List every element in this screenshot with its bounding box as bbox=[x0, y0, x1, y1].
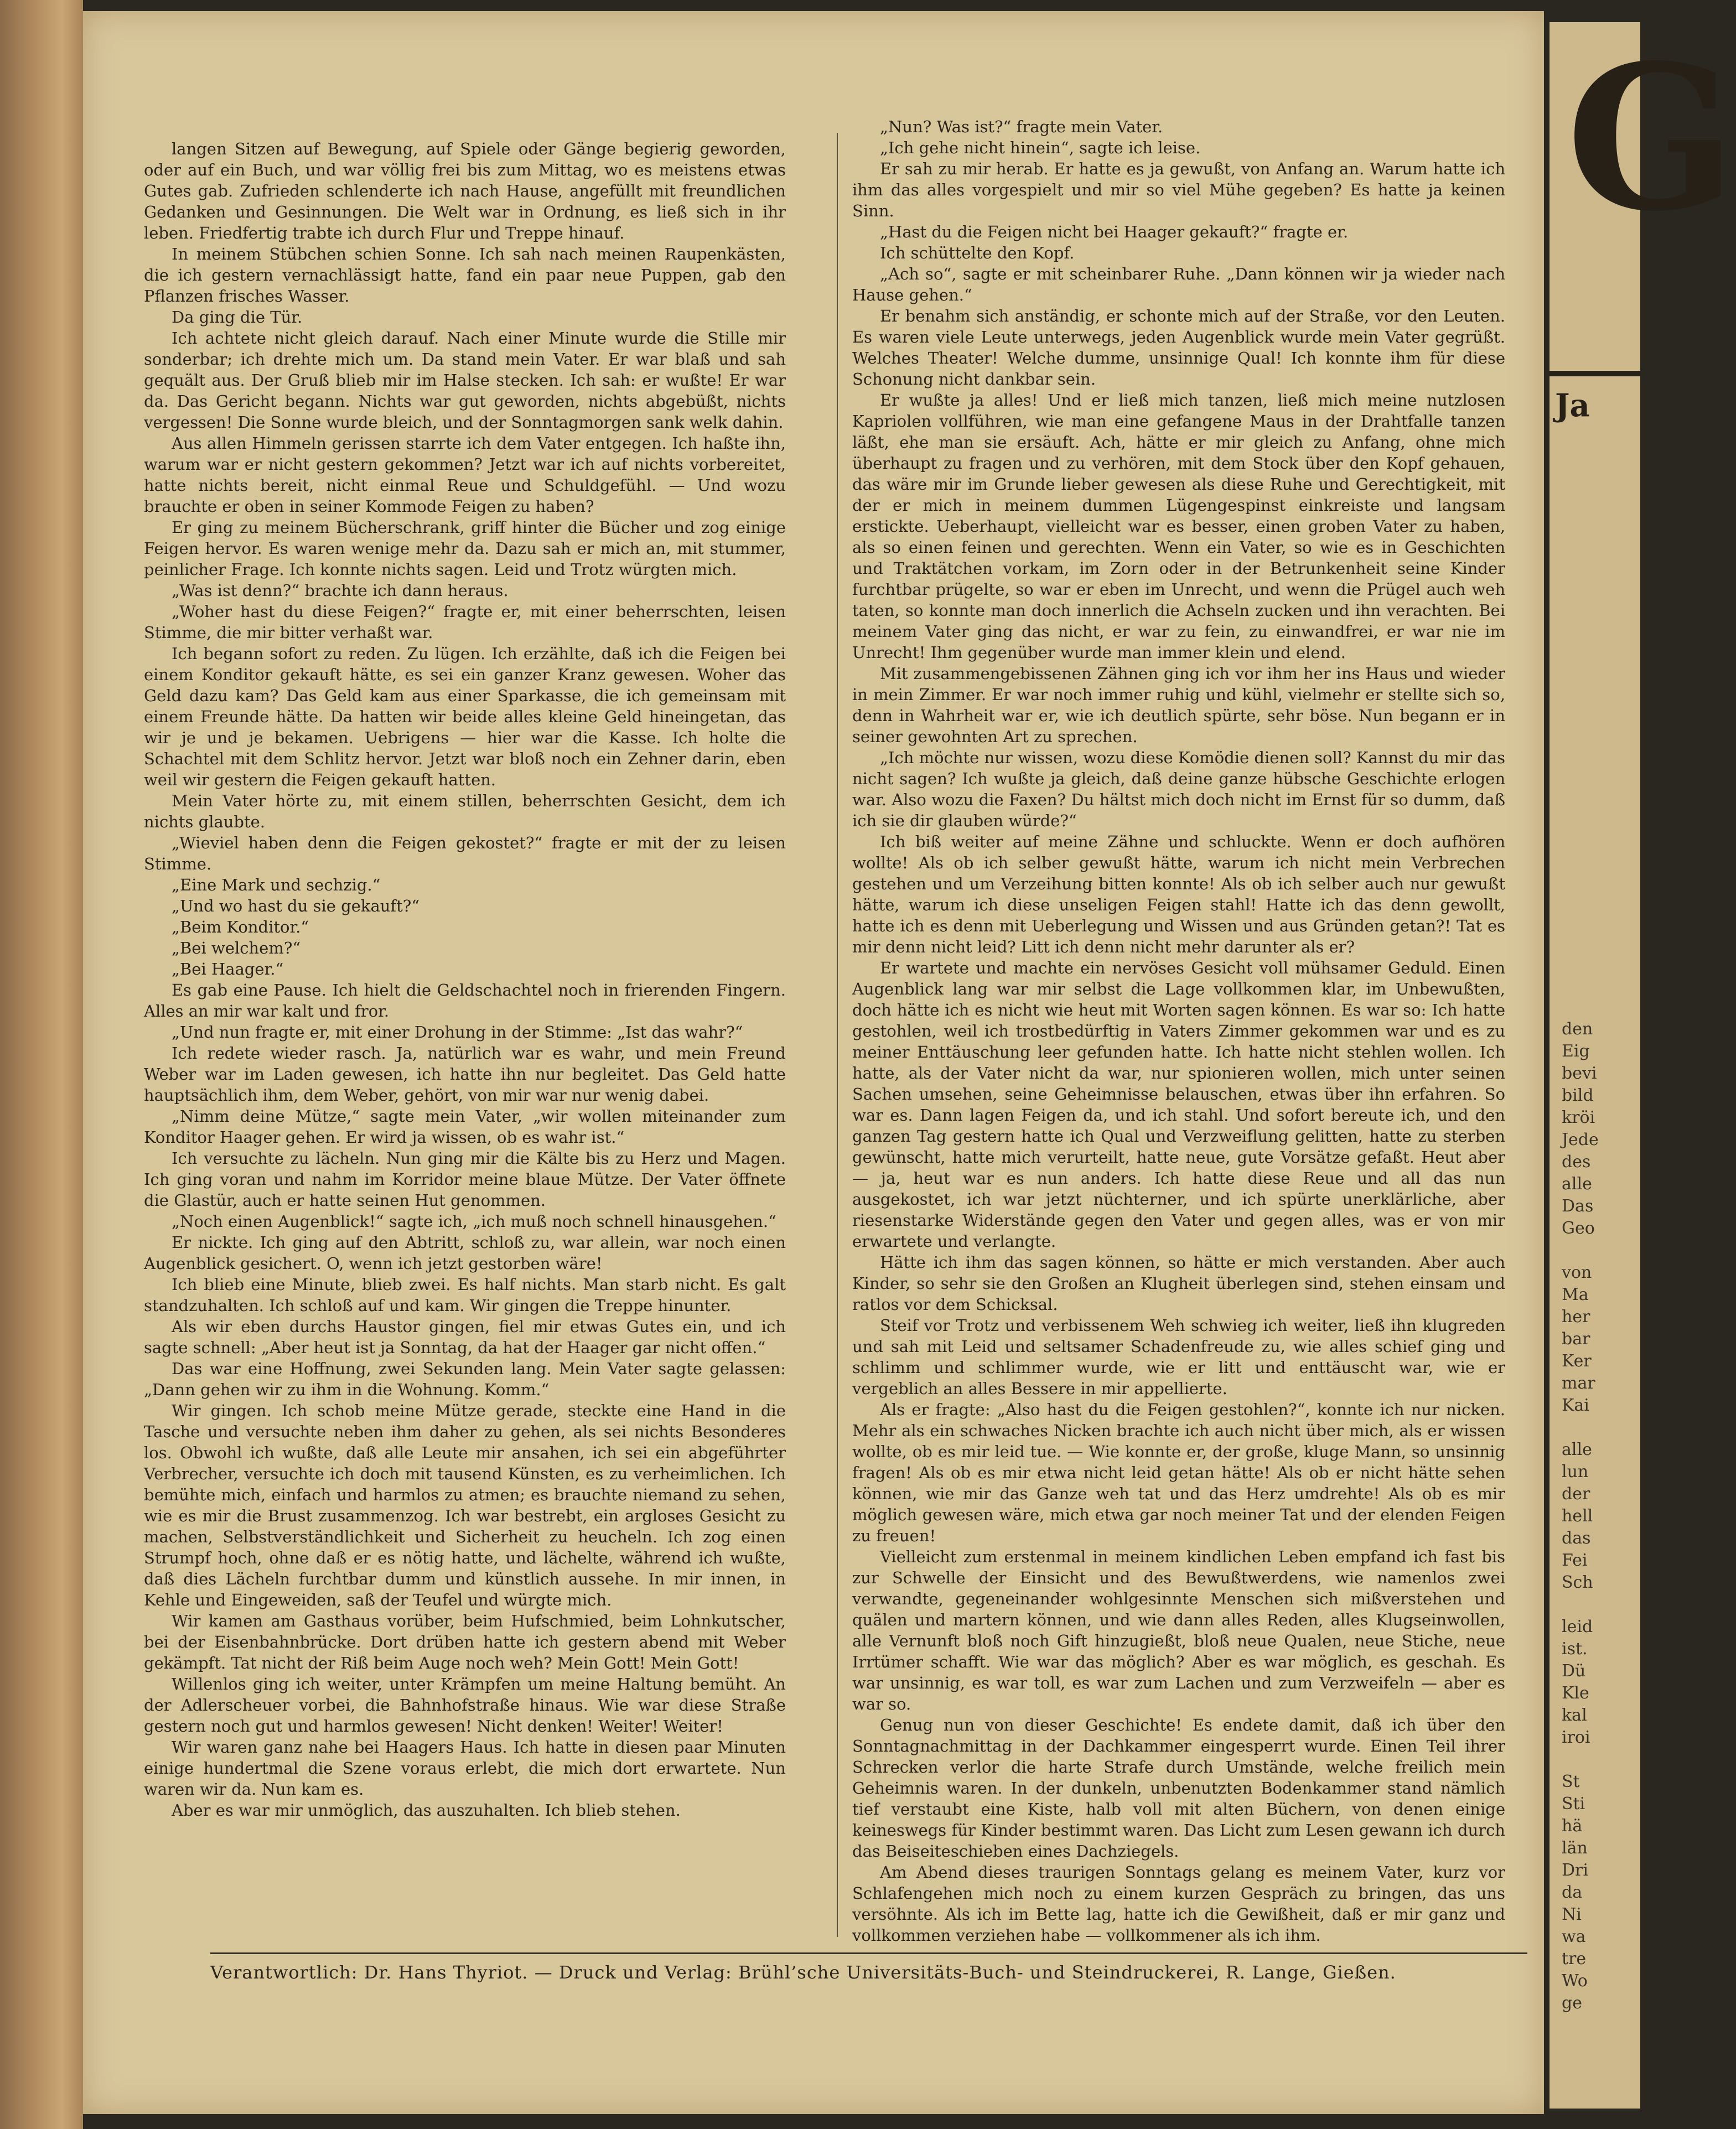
paragraph: „Nimm deine Mütze,“ sagte mein Vater, „wir wollen miteinander zum Konditor Haager gehen. Er wird ja wissen, ob es wahr ist.“ bbox=[144, 1107, 786, 1147]
paragraph: „Bei Haager.“ bbox=[172, 960, 284, 978]
paragraph: „Ich möchte nur wissen, wozu diese Komödie dienen soll? Kannst du mir das nicht sagen? Ich wußte ja gleich, daß deine ganze hübsche Geschichte erlogen war. Also wozu die Faxen? Du hältst mich doch nicht im Ernst für so dumm, daß ich sie dir glauben würde?“ bbox=[852, 748, 1505, 830]
paragraph: „Ach so“, sagte er mit scheinbarer Ruhe. „Dann können wir ja wieder nach Hause gehen.“ bbox=[852, 265, 1505, 304]
paragraph: Willenlos ging ich weiter, unter Krämpfen um meine Haltung bemüht. An der Adlerscheuer vorbei, die Bahnhofstraße hinaus. Wie war diese Straße gestern noch gut und harmlos gewesen! Nicht denken! Weiter! Weiter! bbox=[144, 1675, 786, 1736]
heading-fragment: Ja bbox=[1555, 387, 1590, 424]
paragraph: Als er fragte: „Also hast du die Feigen gestohlen?“, konnte ich nur nicken. Mehr als ein schwaches Nicken brachte ich auch nicht über mich, als er wissen wollte, ob es mir leid tue. — Wie konnte er, der große, kluge Mann, so unsinnig fragen! Als ob es mir etwa nicht leid getan hätte! Als ob er nicht hätte sehen können, wie mir das Ganze weh tat und das Herz umdrehte! Als ob es mir möglich gewesen wäre, mich etwa gar noch meiner Tat und der elenden Feigen zu freuen! bbox=[852, 1400, 1505, 1545]
paragraph: Aber es war mir unmöglich, das auszuhalten. Ich blieb stehen. bbox=[172, 1801, 681, 1820]
paragraph: Das war eine Hoffnung, zwei Sekunden lang. Mein Vater sagte gelassen: „Dann gehen wir zu ihm in die Wohnung. Komm.“ bbox=[144, 1359, 786, 1399]
paragraph: Er ging zu meinem Bücherschrank, griff hinter die Bücher und zog einige Feigen hervor. Es waren wenige mehr da. Dazu sah er mich an, mit stummer, peinlicher Frage. Ich konnte nichts sagen. Leid und Trotz würgten mich. bbox=[144, 518, 786, 579]
paragraph: „Hast du die Feigen nicht bei Haager gekauft?“ fragte er. bbox=[880, 222, 1349, 241]
paragraph: Wir gingen. Ich schob meine Mütze gerade, steckte eine Hand in die Tasche und versuchte neben ihm daher zu gehen, als sei nichts Besonderes los. Obwohl ich wußte, daß alle Leute mir ansahen, ich sei ein abgeführter Verbrecher, versuchte ich doch mit tausend Künsten, es zu verheimlichen. Ich bemühte mich, einfach und harmlos zu atmen; es brauchte niemand zu sehen, wie es mir die Brust zusammenzog. Ich war bestrebt, ein argloses Gesicht zu machen, Selbstverständlichkeit und Sicherheit zu heucheln. Ich zog einen Strumpf hoch, ohne daß er es nötig hatte, und lächelte, während ich wußte, daß dies Lächeln furchtbar dumm und künstlich aussehe. In mir innen, in Kehle und Eingeweiden, saß der Teufel und würgte mich. bbox=[144, 1401, 786, 1609]
paragraph: langen Sitzen auf Bewegung, auf Spiele oder Gänge begierig geworden, oder auf ein Buch, und war völlig frei bis zum Mittag, wo es meistens etwas Gutes gab. Zufrieden schlenderte ich nach Hause, angefüllt mit freundlichen Gedanken und Gesinnungen. Die Welt war in Ordnung, es ließ sich in ihr leben. Friedfertig trabte ich durch Flur und Treppe hinauf. bbox=[144, 139, 786, 242]
paragraph: Wir kamen am Gasthaus vorüber, beim Hufschmied, beim Lohnkutscher, bei der Eisenbahnbrücke. Dort drüben hatte ich gestern abend mit Weber gekämpft. Tat nicht der Riß beim Auge noch weh? Mein Gott! Mein Gott! bbox=[144, 1612, 786, 1672]
right-column bbox=[852, 116, 1505, 1945]
adjacent-text-fragments: den Eig bevi bild kröi Jede des alle Das Geo von Ma her bar Ker mar Kai alle lun der hell das Fei Sch leid ist. Dü Kle kal iroi St Sti hä län Dri da Ni wa tre Wo ge bbox=[1562, 1019, 1599, 2013]
paragraph: „Was ist denn?“ brachte ich dann heraus. bbox=[172, 581, 509, 600]
paragraph: Ich biß weiter auf meine Zähne und schluckte. Wenn er doch aufhören wollte! Als ob ich selber gewußt hätte, warum ich nicht mein Verbrechen gestehen und um Verzeihung bitten konnte! Als ob ich selber auch nur gewußt hätte, warum ich diese unseligen Feigen stahl! Hatte ich das denn gewollt, hatte ich es denn mit Ueberlegung und Wissen und aus Gründen getan?! Tat es mir denn nicht leid? Litt ich denn nicht mehr darunter als er? bbox=[852, 832, 1505, 956]
paragraph: Es gab eine Pause. Ich hielt die Geldschachtel noch in frierenden Fingern. Alles an mir war kalt und fror. bbox=[144, 981, 786, 1021]
paragraph: Vielleicht zum erstenmal in meinem kindlichen Leben empfand ich fast bis zur Schwelle der Einsicht und des Bewußtwerdens, wie namenlos zwei verwandte, gegeneinander wohlgesinnte Menschen sich mißverstehen und quälen und martern können, und wie dann alles Reden, alles Klugseinwollen, alle Vernunft bloß noch Gift hinzugießt, bloß neue Qualen, neue Stiche, neue Irrtümer schafft. Wie war das möglich? Aber es war möglich, es geschah. Es war unsinnig, es war toll, es war zum Lachen und zum Verzweifeln — aber es war so. bbox=[852, 1547, 1505, 1713]
paragraph: „Noch einen Augenblick!“ sagte ich, „ich muß noch schnell hinausgehen.“ bbox=[172, 1212, 776, 1231]
paragraph: „Wieviel haben denn die Feigen gekostet?“ fragte er mit der zu leisen Stimme. bbox=[144, 833, 786, 873]
paragraph: „Beim Konditor.“ bbox=[172, 918, 309, 936]
paragraph: Wir waren ganz nahe bei Haagers Haus. Ich hatte in diesen paar Minuten einige hundertmal die Szene voraus erlebt, die mich dort erwartete. Nun waren wir da. Nun kam es. bbox=[144, 1738, 786, 1799]
paragraph: Ich versuchte zu lächeln. Nun ging mir die Kälte bis zu Herz und Magen. Ich ging voran und nahm im Korridor meine blaue Mütze. Der Vater öffnete die Glastür, auch er hatte seinen Hut genommen. bbox=[144, 1149, 786, 1210]
paragraph: „Bei welchem?“ bbox=[172, 939, 301, 957]
footer-rule bbox=[210, 1952, 1527, 1954]
paragraph: „Woher hast du diese Feigen?“ fragte er, mit einer beherrschten, leisen Stimme, die mir bitter verhaßt war. bbox=[144, 602, 786, 642]
paragraph: „Eine Mark und sechzig.“ bbox=[172, 876, 381, 894]
paragraph: In meinem Stübchen schien Sonne. Ich sah nach meinen Raupenkästen, die ich gestern vernachlässigt hatte, fand ein paar neue Puppen, gab den Pflanzen frisches Wasser. bbox=[144, 245, 786, 305]
imprint-footer: Verantwortlich: Dr. Hans Thyriot. — Druck und Verlag: Brühl’sche Universitäts-Buch- und Steindruckerei, R. Lange, Gießen. bbox=[210, 1962, 1396, 1983]
paragraph: Als wir eben durchs Haustor gingen, fiel mir etwas Gutes ein, und ich sagte schnell: „Aber heut ist ja Sonntag, da hat der Haager gar nicht offen.“ bbox=[144, 1317, 786, 1357]
masthead-fragment: G bbox=[1566, 21, 1736, 255]
adjacent-page-edge bbox=[1550, 21, 1736, 2109]
paragraph: Ich redete wieder rasch. Ja, natürlich war es wahr, und mein Freund Weber war im Laden gewesen, ich hatte ihn nur begleitet. Das Geld hatte hauptsächlich ihm, dem Weber, gehört, von mir war nur wenig dabei. bbox=[144, 1044, 786, 1105]
paragraph: Ich schüttelte den Kopf. bbox=[880, 244, 1075, 262]
paragraph: Hätte ich ihm das sagen können, so hätte er mich verstanden. Aber auch Kinder, so sehr sie den Großen an Klugheit überlegen sind, stehen einsam und ratlos vor dem Schicksal. bbox=[852, 1253, 1505, 1314]
paragraph: Ich achtete nicht gleich darauf. Nach einer Minute wurde die Stille mir sonderbar; ich drehte mich um. Da stand mein Vater. Er war blaß und sah gequält aus. Der Gruß blieb mir im Halse stecken. Ich sah: er wußte! Er war da. Das Gericht begann. Nichts war gut geworden, nichts abgebüßt, nichts vergessen! Die Sonne wurde bleich, und der Sonntagmorgen sank welk dahin. bbox=[144, 329, 786, 432]
paragraph: Mein Vater hörte zu, mit einem stillen, beherrschten Gesicht, dem ich nichts glaubte. bbox=[144, 791, 786, 831]
paragraph: „Und nun fragte er, mit einer Drohung in der Stimme: „Ist das wahr?“ bbox=[172, 1023, 743, 1042]
paragraph: Er benahm sich anständig, er schonte mich auf der Straße, vor den Leuten. Es waren viele Leute unterwegs, jeden Augenblick wurde mein Vater gegrüßt. Welches Theater! Welche dumme, unsinnige Qual! Ich konnte ihm für diese Schonung nicht dankbar sein. bbox=[852, 307, 1505, 388]
paragraph: Steif vor Trotz und verbissenem Weh schwieg ich weiter, ließ ihn klugreden und sah mit Leid und seltsamer Schadenfreude zu, wie alles schief ging und schlimm und schlimmer wurde, wie er litt und enttäuscht war, wie er vergeblich an alles Bessere in mir appellierte. bbox=[852, 1316, 1505, 1398]
paragraph: Er sah zu mir herab. Er hatte es ja gewußt, von Anfang an. Warum hatte ich ihm das alles vorgespielt und mir so viel Mühe gegeben? Es hatte ja keinen Sinn. bbox=[852, 159, 1505, 220]
paragraph: Ich begann sofort zu reden. Zu lügen. Ich erzählte, daß ich die Feigen bei einem Konditor gekauft hätte, es sei ein ganzer Kranz gewesen. Woher das Geld dazu kam? Das Geld kam aus einer Sparkasse, die ich gemeinsam mit einem Freunde hätte. Da hatten wir beide alles kleine Geld hineingetan, das wir je und je bekamen. Uebrigens — hier war die Kasse. Ich holte die Schachtel mit dem Schlitz hervor. Jetzt war bloß noch ein Zehner darin, eben weil wir gestern die Feigen gekauft hatten. bbox=[144, 644, 786, 789]
paragraph: „Ich gehe nicht hinein“, sagte ich leise. bbox=[880, 138, 1201, 157]
column-divider bbox=[837, 133, 838, 1937]
book-binding bbox=[0, 0, 83, 2129]
paragraph: Mit zusammengebissenen Zähnen ging ich vor ihm her ins Haus und wieder in mein Zimmer. Er war noch immer ruhig und kühl, vielmehr er stellte sich so, denn in Wahrheit war er, wie ich deutlich spürte, sehr böse. Nun begann er in seiner gewohnten Art zu sprechen. bbox=[852, 664, 1505, 746]
paragraph: Er wußte ja alles! Und er ließ mich tanzen, ließ mich meine nutzlosen Kapriolen vollführen, wie man eine gefangene Maus in der Drahtfalle tanzen läßt, ehe man sie ersäuft. Ach, hätte er mir gleich zu Anfang, ohne mich überhaupt zu fragen und zu verhören, mit dem Stock über den Kopf gehauen, das wäre mir im Grunde lieber gewesen als diese Ruhe und Gerechtigkeit, mit der er mich in meinem dummen Lügengespinst einkreiste und langsam erstickte. Ueberhaupt, vielleicht war es besser, einen groben Vater zu haben, als so einen feinen und gerechten. Wenn ein Vater, so wie es in Geschichten und Traktätchen vorkam, im Zorn oder in der Betrunkenheit seine Kinder furchtbar prügelte, so war er eben im Unrecht, und wenn die Prügel auch weh taten, so konnte man doch innerlich die Achseln zucken und ihn verachten. Bei meinem Vater ging das nicht, er war zu fein, zu einwandfrei, er war nie im Unrecht! Ihm gegenüber wurde man immer klein und elend. bbox=[852, 391, 1505, 662]
paragraph: Ich blieb eine Minute, blieb zwei. Es half nichts. Man starb nicht. Es galt standzuhalten. Ich schloß auf und kam. Wir gingen die Treppe hinunter. bbox=[144, 1275, 786, 1315]
masthead-rule bbox=[1550, 371, 1640, 376]
paragraph: Er nickte. Ich ging auf den Abtritt, schloß zu, war allein, war noch einen Augenblick gesichert. O, wenn ich jetzt gestorben wäre! bbox=[144, 1233, 786, 1273]
paragraph: Er wartete und machte ein nervöses Gesicht voll mühsamer Geduld. Einen Augenblick lang war mir selbst die Lage vollkommen klar, im Unbewußten, doch hätte ich es nicht wie heut mit Worten sagen können. Es war so: Ich hatte gestohlen, weil ich trostbedürftig in Vaters Zimmer gekommen war und es zu meiner Enttäuschung leer gefunden hatte. Ich hatte nicht stehlen wollen. Ich hatte, als der Vater nicht da war, nur spionieren wollen, mich unter seinen Sachen umsehen, seine Geheimnisse belauschen, etwas über ihn erfahren. So war es. Dann lagen Feigen da, und ich stahl. Und sofort bereute ich, und den ganzen Tag gestern hatte ich Qual und Verzweiflung gelitten, hatte zu sterben gewünscht, hatte mich verurteilt, hatte neue, gute Vorsätze gefaßt. Heut aber — ja, heut war es nun anders. Ich hatte diese Reue und all das nun ausgekostet, ich war jetzt nüchterner, und ich spürte unerklärliche, aber riesenstarke Widerstände gegen den Vater und gegen alles, was er von mir erwartete und verlangte. bbox=[852, 959, 1505, 1251]
left-column bbox=[144, 138, 786, 1965]
paragraph: Genug nun von dieser Geschichte! Es endete damit, daß ich über den Sonntagnachmittag in der Dachkammer eingesperrt wurde. Einen Teil ihrer Schrecken verlor die harte Strafe durch Umstände, welche freilich mein Geheimnis waren. In der dunkeln, unbenutzten Bodenkammer stand nämlich tief verstaubt eine Kiste, halb voll mit alten Büchern, von denen einige keineswegs für Kinder bestimmt waren. Das Licht zum Lesen gewann ich durch das Beiseiteschieben eines Dachziegels. bbox=[852, 1716, 1505, 1861]
paragraph: „Nun? Was ist?“ fragte mein Vater. bbox=[880, 117, 1163, 136]
paragraph: „Und wo hast du sie gekauft?“ bbox=[172, 897, 420, 915]
paragraph: Da ging die Tür. bbox=[172, 308, 303, 327]
paragraph: Aus allen Himmeln gerissen starrte ich dem Vater entgegen. Ich haßte ihn, warum war er nicht gestern gekommen? Jetzt war ich auf nichts vorbereitet, hatte nichts bereit, nicht einmal Reue und Schuldgefühl. — Und wozu brauchte er oben in seiner Kommode Feigen zu haben? bbox=[144, 434, 786, 516]
paragraph: Am Abend dieses traurigen Sonntags gelang es meinem Vater, kurz vor Schlafengehen mich noch zu einem kurzen Gespräch zu bringen, das uns versöhnte. Als ich im Bette lag, hatte ich die Gewißheit, daß er mir ganz und vollkommen verziehen habe — vollkommener als ich ihm. bbox=[852, 1863, 1505, 1945]
